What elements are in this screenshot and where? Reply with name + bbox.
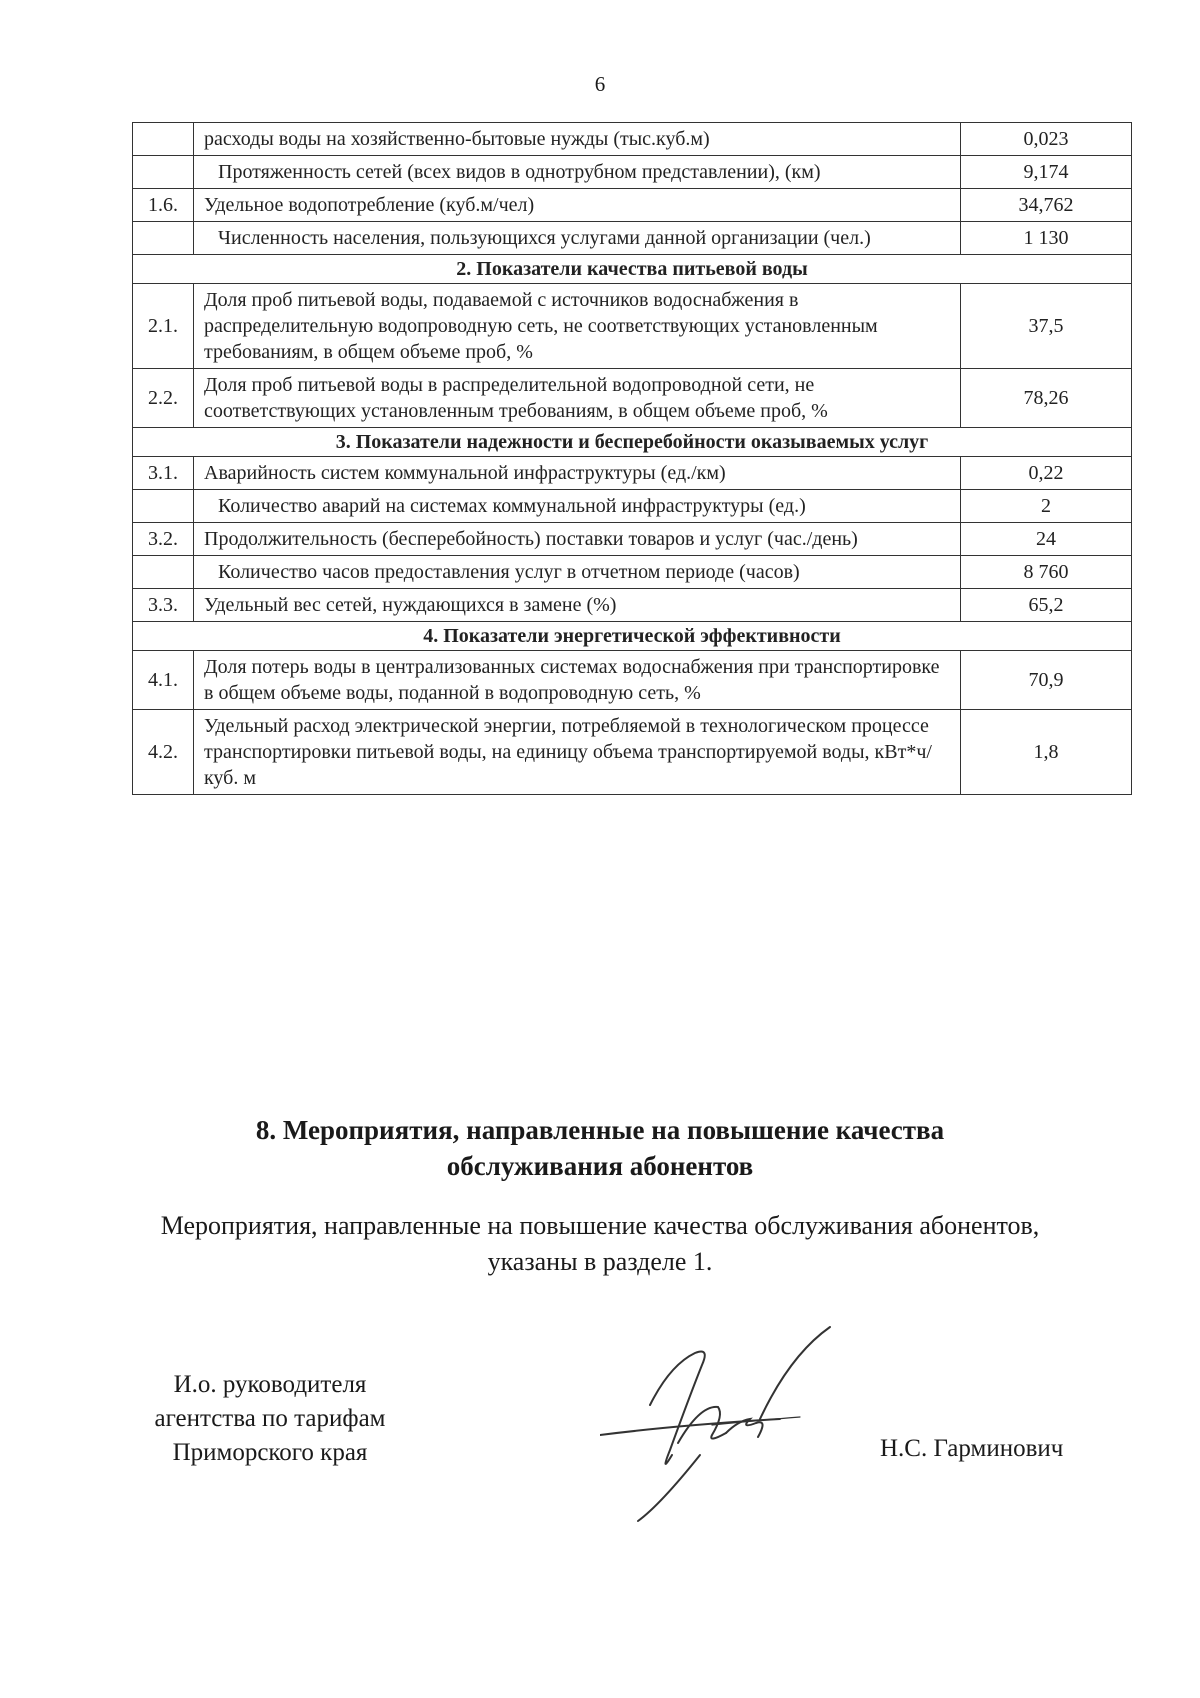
signer-title-line1: И.о. руководителя <box>173 1371 367 1398</box>
table-row <box>133 490 1132 523</box>
section-title: 2. Показатели качества питьевой воды <box>133 255 1132 284</box>
table-row <box>133 156 1132 189</box>
section-8-heading-line1: 8. Мероприятия, направленные на повышение качества <box>255 1115 945 1145</box>
section-8-heading-line2: обслуживания абонентов <box>446 1151 754 1181</box>
row-number: 3.3. <box>133 589 194 622</box>
indicator-value: 2 <box>961 490 1132 523</box>
section-8-body-line1: Мероприятия, направленные на повышение качества обслуживания абонентов, <box>160 1211 1040 1240</box>
indicator-value: 78,26 <box>961 369 1132 428</box>
indicator-description: Численность населения, пользующихся услугами данной организации (чел.) <box>194 222 961 255</box>
section-title: 4. Показатели энергетической эффективности <box>133 622 1132 651</box>
indicator-description: Доля проб питьевой воды, подаваемой с источников водоснабжения в распределительную водопроводную сеть, не соответствующих установленным требованиям, в общем объеме проб, % <box>194 284 961 369</box>
table-row <box>133 710 1132 795</box>
signer-title <box>100 1368 440 1470</box>
indicator-description: Аварийность систем коммунальной инфраструктуры (ед./км) <box>194 457 961 490</box>
indicator-description: Количество аварий на системах коммунальной инфраструктуры (ед.) <box>194 490 961 523</box>
page-number: 6 <box>594 72 606 96</box>
row-number <box>133 556 194 589</box>
indicator-description: Протяженность сетей (всех видов в однотрубном представлении), (км) <box>194 156 961 189</box>
indicator-description: Удельный вес сетей, нуждающихся в замене (%) <box>194 589 961 622</box>
indicator-description: Доля потерь воды в централизованных системах водоснабжения при транспортировке в общем объеме воды, поданной в водопроводную сеть, % <box>194 651 961 710</box>
indicator-value: 34,762 <box>961 189 1132 222</box>
indicator-value: 0,22 <box>961 457 1132 490</box>
table-row <box>133 589 1132 622</box>
table-row <box>133 457 1132 490</box>
indicator-description: Удельное водопотребление (куб.м/чел) <box>194 189 961 222</box>
indicator-description: Продолжительность (бесперебойность) поставки товаров и услуг (час./день) <box>194 523 961 556</box>
section-header-row <box>133 428 1132 457</box>
row-number: 2.1. <box>133 284 194 369</box>
table-row <box>133 556 1132 589</box>
row-number <box>133 222 194 255</box>
row-number: 4.2. <box>133 710 194 795</box>
section-header-row <box>133 622 1132 651</box>
section-header-row <box>133 255 1132 284</box>
section-8-heading <box>0 1112 1200 1184</box>
row-number <box>133 490 194 523</box>
row-number: 3.1. <box>133 457 194 490</box>
row-number: 2.2. <box>133 369 194 428</box>
indicator-value: 1,8 <box>961 710 1132 795</box>
row-number: 4.1. <box>133 651 194 710</box>
indicator-value: 37,5 <box>961 284 1132 369</box>
indicators-table-body <box>133 123 1132 795</box>
section-8-body <box>120 1208 1080 1280</box>
handwritten-signature <box>600 1325 840 1525</box>
indicator-value: 1 130 <box>961 222 1132 255</box>
indicator-description: Удельный расход электрической энергии, потребляемой в технологическом процессе транспортировки питьевой воды, на единицу объема транспортируемой воды, кВт*ч/куб. м <box>194 710 961 795</box>
signer-title-line2: агентства по тарифам <box>154 1405 386 1432</box>
table-row <box>133 284 1132 369</box>
indicator-description: Доля проб питьевой воды в распределительной водопроводной сети, не соответствующих установленным требованиям, в общем объеме проб, % <box>194 369 961 428</box>
signer-title-line3: Приморского края <box>172 1439 368 1466</box>
table-row <box>133 523 1132 556</box>
indicator-value: 70,9 <box>961 651 1132 710</box>
indicator-value: 8 760 <box>961 556 1132 589</box>
signer-name: Н.С. Гарминович <box>880 1435 1064 1462</box>
table-row <box>133 123 1132 156</box>
indicator-value: 9,174 <box>961 156 1132 189</box>
table-row <box>133 189 1132 222</box>
section-8-body-line2: указаны в разделе 1. <box>487 1247 713 1276</box>
indicator-value: 65,2 <box>961 589 1132 622</box>
row-number <box>133 156 194 189</box>
indicator-value: 24 <box>961 523 1132 556</box>
indicator-description: Количество часов предоставления услуг в отчетном периоде (часов) <box>194 556 961 589</box>
indicator-description: расходы воды на хозяйственно-бытовые нужды (тыс.куб.м) <box>194 123 961 156</box>
table-row <box>133 222 1132 255</box>
row-number: 3.2. <box>133 523 194 556</box>
row-number <box>133 123 194 156</box>
section-title: 3. Показатели надежности и бесперебойности оказываемых услуг <box>133 428 1132 457</box>
row-number: 1.6. <box>133 189 194 222</box>
indicator-value: 0,023 <box>961 123 1132 156</box>
indicators-table <box>132 122 1132 795</box>
table-row <box>133 369 1132 428</box>
table-row <box>133 651 1132 710</box>
